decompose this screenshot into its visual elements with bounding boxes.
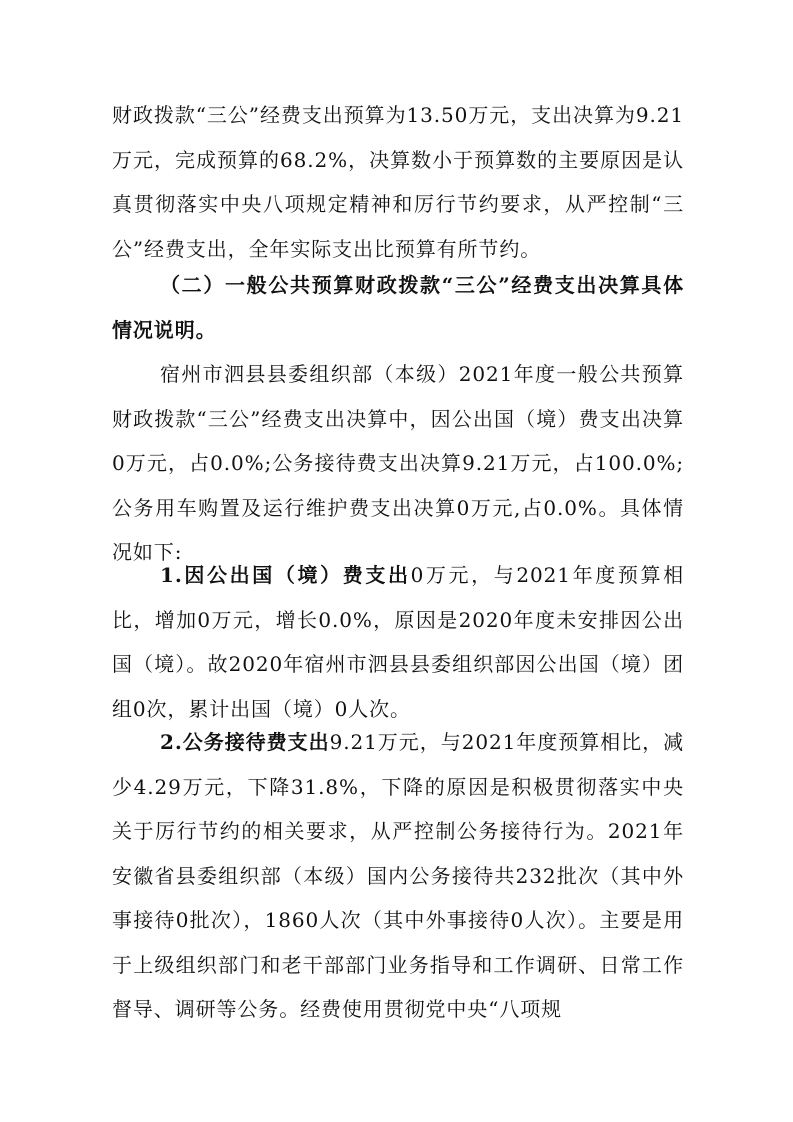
paragraph-breakdown: 宿州市泗县县委组织部（本级）2021年度一般公共预算财政拨款“三公”经费支出决算中，因公出国（境）费支出决算0万元，占0.0%;公务接待费支出决算9.21万元，占100.0%;公务用车购置及运行维护费支出决算0万元,占0.0%。具体情况如下:: [112, 362, 684, 564]
paragraph-budget-summary: 财政拨款“三公”经费支出预算为13.50万元，支出决算为9.21万元，完成预算的68.2%，决算数小于预算数的主要原因是认真贯彻落实中央八项规定精神和厉行节约要求，从严控制“三公”经费支出，全年实际支出比预算有所节约。: [112, 103, 684, 261]
item-1-title: 1.因公出国（境）费支出: [160, 563, 411, 587]
item-1-text: 0万元，与2021年度预算相比，增加0万元，增长0.0%，原因是2020年度未安排因公出国（境）。故2020年宿州市泗县县委组织部因公出国（境）团组0次，累计出国（境）0人次。: [112, 563, 684, 721]
paragraph-item-2: [112, 720, 684, 1032]
paragraph-item-1: [112, 553, 684, 731]
item-2-text: 9.21万元，与2021年度预算相比，减少4.29万元，下降31.8%，下降的原因是积极贯彻落实中央关于厉行节约的相关要求，从严控制公务接待行为。2021年安徽省县委组织部（本级）国内公务接待共232批次（其中外事接待0批次），1860人次（其中外事接待0人次）。主要是用于上级组织部门和老干部部门业务指导和工作调研、日常工作督导、调研等公务。经费使用贯彻党中央“八项规: [112, 730, 685, 1021]
item-2-title: 2.公务接待费支出: [160, 730, 330, 754]
section-heading-2: （二）一般公共预算财政拨款“三公”经费支出决算具体情况说明。: [112, 273, 684, 342]
